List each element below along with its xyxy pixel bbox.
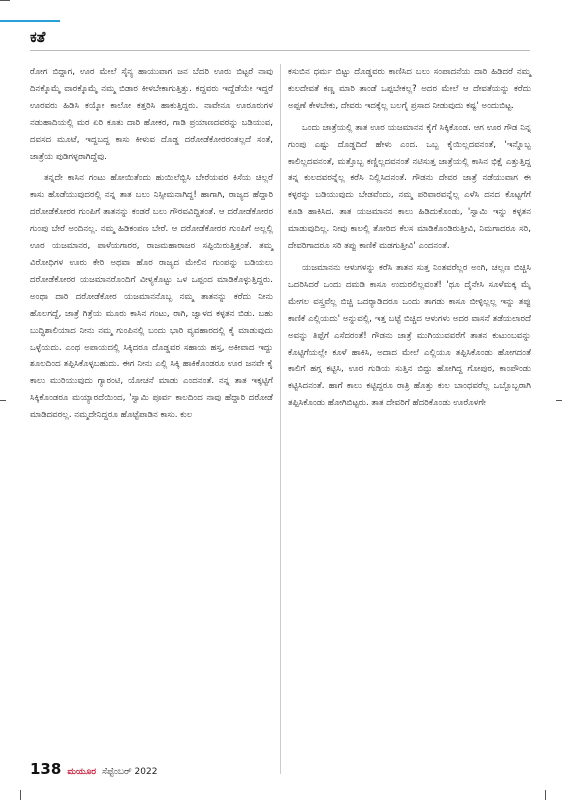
body-paragraph: ಯಜಮಾನನು ಆಳುಗಳನ್ನು ಕರೆಸಿ ತಾತನ ಸುತ್ತ ನಿಂತವರೆಲ್ಲರ ಅಂಗಿ, ಚಲ್ಲಣ ಬಿಚ್ಚಿಸಿ ಒದರಿಸಿದರೆ ಒಂದು ದಮಡಿ ಕಾಸೂ ಉದುರಲಿಲ್ಲವಂತೆ! 'ಥೂ ದೈನೇಸಿ ಸೂಳೆಮಕ್ಕ ಮೈ ಮೇಗಲ ವಸ್ತ್ರವೆಲ್ಲ ಬಿಚ್ಚಿ ಒದರ್‍ಯಾಡಿದರೂ ಒಂದು ತಾಗಡು ಕಾಸೂ ಬೀಳ್ಳಿಲ್ಲಲ್ಲ ಇನ್ನು ತಪ್ಪು ಕಾಣಿಕೆ ಎಲ್ಲಿಯದು' ಅನ್ನುವಲ್ಲಿ, ಇತ್ತ ಬಟ್ಟೆ ಬಿಚ್ಚಿದ ಆಳುಗಳು ಅದರ ವಾಸನೆ ತಡೆಯಲಾರದೆ ಅವನ್ನು ತಿಪ್ಪೆಗೆ ಎಸೆದರಂತೆ! ಗೌಡನು ಜಾತ್ರೆ ಮುಗಿಯುವವರೆಗೆ ತಾತನ ಕುಟುಂಬವನ್ನು ಕೊಟ್ಟಿಗೆಯಲ್ಲೇ ಕೂಳೆ ಹಾಕಿಸಿ, ಅದಾದ ಮೇಲೆ ಎಲ್ಲಿಯೂ ತಪ್ಪಿಸಿಕೊಂಡು ಹೋಗದಂತೆ ಕಾಲಿಗೆ ಹಗ್ಗ ಕಟ್ಟಿಸಿ, ಊರ ಗುಡಿಯ ಸುತ್ತಿನ ಬಿದ್ದು ಹೋಗಿದ್ದ ಗೋಪುರ, ಕಾಂಪೌಂಡು ಕಟ್ಟಿಸಿದನಂತೆ. ಹಾಗೆ ಕಾಲು ಕಟ್ಟಿದ್ದರೂ ರಾತ್ರಿ ಹೊತ್ತು ಕುಲ ಬಾಂಧವರೆಲ್ಲ ಒಬ್ಬೊಬ್ಬರಾಗಿ ತಪ್ಪಿಸಿಕೊಂಡು ಹೋಗಿಬಿಟ್ಟರು. ತಾತ ದೇವರಿಗೆ ಹೆದರಿಕೊಂಡು ಊರೊಳಗೇ (288, 262, 531, 409)
body-paragraph: ಕಸುಬಿನ ಧರ್ಮ ಬಿಟ್ಟು ದೊಡ್ಡವರು ಕಾಣಿಸಿದ ಬಲು ಸಂಪಾದನೆಯ ದಾರಿ ಹಿಡಿದರೆ ನಮ್ಮ ಕುಲದೇವತೆ ಕಣ್ಣ ಮಾರಿ ತಾಂಡೆ ಒಪ್ಪಬೇಕಲ್ಲ? ಅದರ ಮೇಲೆ ಆ ದೇವತೆಯನ್ನು ಕರೆದು ಅಪ್ಪಣೆ ಕೇಳಬೇಕು, ದೇವರು ಇದಕ್ಕೆಲ್ಲ ಬಲಗೈ ಪ್ರಸಾದ ನೀಡುವುದು ಕಷ್ಟ' ಅಂದುಬಿಟ್ಟ. (288, 67, 531, 111)
crop-mark (0, 400, 6, 401)
page-footer (30, 760, 157, 782)
body-paragraph: ಒಂದು ಜಾತ್ರೆಯಲ್ಲಿ ತಾತ ಊರ ಯಜಮಾನನ ಕೈಗೆ ಸಿಕ್ಕಿಕೊಂಡ. ಆಗ ಊರ ಗೌಡ ನಿನ್ನ ಗುಂಪು ಎಷ್ಟು ದೊಡ್ಡದಿದೆ ಹೇಳು ಎಂದ. ಒಬ್ಬ ಕೈಯಿಲ್ಲದವನಂತೆ, 'ಇನ್ನೊಬ್ಬ ಕಾಲಿಲ್ಲದವನಂತೆ, ಮತ್ತೊಬ್ಬ ಕಣ್ಣಿಲ್ಲದವನಂತೆ ನಟಿಸುತ್ತ ಜಾತ್ರೆಯಲ್ಲಿ ಕಾಸಿನ ಭಿಕ್ಷೆ ಎತ್ತುತ್ತಿದ್ದ ತನ್ನ ಕುಲದವರನ್ನೆಲ್ಲ ಕರೆಸಿ ನಿಲ್ಲಿಸಿದನಂತೆ. ಗೌಡನು ದೇವರ ಜಾತ್ರೆ ನಡೆಯುವಾಗ ಈ ಕಳ್ಳರನ್ನು ಬಡಿಯುವುದು ಬೇಡವೆಂದು, ನಮ್ಮ ಪರಿವಾರವನ್ನೆಲ್ಲ ಎಳೆಸಿ ದನದ ಕೊಟ್ಟಗೆಗೆ ಕೂಡಿ ಹಾಕಿಸಿದ. ತಾತ ಯಜಮಾನನ ಕಾಲು ಹಿಡಿದುಕೊಂಡು, 'ಸ್ವಾಮಿ ಇನ್ನು ಕಳ್ಳತನ ಮಾಡುವುದಿಲ್ಲ. ನೀವು ಕಾಲಲ್ಲಿ ತೋರಿದ ಕೆಲಸ ಮಾಡಿಕೊಂಡಿರುತ್ತೀವಿ, ನಿಮಗಾದರೂ ಸರಿ, ದೇವರಿಗಾದರೂ ಸರಿ ತಪ್ಪು ಕಾಣಿಕೆ ಮಡಗುತ್ತೀವಿ' ಎಂದನಂತೆ. (288, 122, 531, 252)
issue-date: ಸೆಪ್ಟೆಂಬರ್ 2022 (102, 767, 158, 777)
body-paragraph: ತನ್ನದೇ ಕಾಸಿನ ಗಂಟು ಹೋಯಿತೆಂದು ಹುಯಿಲೆಬ್ಬಿಸಿ ಬೇರೆಯವರ ಕಿಸೆಯ ಚಿಲ್ಲರೆ ಕಾಸು ಹೊಡೆಯುವುದರಲ್ಲಿ ನನ್ನ ತಾತ ಬಲು ನಿಸ್ಸೀಮನಾಗಿದ್ದ! ಹಾಗಾಗಿ, ರಾಜ್ಯದ ಹೆದ್ದಾರಿ ದರೋಡೆಕೋರರ ಗುಂಪಿಗೆ ತಾತನನ್ನು ಕಂಡರೆ ಬಲು ಗೌರವವಿದ್ದಿತಂತೆ. ಆ ದರೋಡೆಕೋರರ ಗುಂಪು ಬೇರೆ ಅಂದಿನಲ್ಲ. ನಮ್ಮ ಹಿಡಿಕಂಪಣ ಬೇರೆ. ಆ ದರೋಡೆಕೋರರ ಗುಂಪಿಗೆ ಅಲ್ಲಲ್ಲಿ ಊರ ಯಜಮಾನರ, ಪಾಳೆಯಗಾರರ, ರಾಜಮಹಾರಾಜರ ಸಪ್ಪಿಯಿರುತ್ತಿತ್ತಂತೆ. ತಮ್ಮ ವಿರೋಧಿಗಳ ಊರು ಕೇರಿ ಅಥವಾ ಹೊರ ರಾಜ್ಯದ ಮೇಲಿನ ಗುಂಪನ್ನು ಬಡಿಯಲು ದರೋಡೆಕೋರರ ಯಜಮಾನರೊಂದಿಗೆ ವೀಳ್ಯಕೊಟ್ಟು ಒಳ ಒಪ್ಪಂದ ಮಾಡಿಕೊಳ್ಳುತ್ತಿದ್ದರು. ಅಂಥಾ ದಾರಿ ದರೋಡೆಕೋರ ಯಜಮಾನನೊಬ್ಬ ನಮ್ಮ ತಾತನನ್ನು ಕರೆದು ನೀನು ಹೊಲಗದ್ದೆ, ಜಾತ್ರೆ ಗಿತ್ರೆಯ ಮೂರು ಕಾಸಿನ ಗಂಟು, ರಾಗಿ, ಜ್ವಾಳದ ಕಳ್ಳತನ ಬಿಡು. ಬಹು ಬುದ್ಧಿಶಾಲಿಯಾದ ನೀನು ನಮ್ಮ ಗುಂಪಿನಲ್ಲಿ ಬಂದು ಭಾರಿ ವ್ಯವಹಾರದಲ್ಲಿ ಕೈ ಮಾಡುವುದು ಒಳ್ಳೆಯದು. ಎಂಥ ಅಪಾಯದಲ್ಲಿ ಸಿಕ್ಕಿದರೂ ದೊಡ್ಡವರ ಸಹಾಯ ಹಸ್ತ, ಅಕೀವಾದ ಇದ್ದು ಶೂಲದಿಂದ ತಪ್ಪಿಸಿಕೊಳ್ಳಬಹುದು. ಈಗ ನೀನು ಎಲ್ಲಿ ಸಿಕ್ಕಿ ಹಾಕಿಕೊಂಡರೂ ಊರ ಜನವೇ ಕೈ ಕಾಲು ಮುರಿಯುವುದು ಗ್ಯಾರಂಟಿ, ಯೋಚನೆ ಮಾಡು ಎಂದನಂತೆ. ನನ್ನ ತಾತ ಇಕ್ಕಟ್ಟಿಗೆ ಸಿಕ್ಕಿಕೊಂಡರೂ ಮಯ್ಯಾರದೆಯಿಂದ, 'ಸ್ವಾಮಿ ಪೂರ್ವ ಕಾಲದಿಂದ ನಾವು ಹೆದ್ದಾರಿ ದರೋಡೆ ಮಾಡಿದವರಲ್ಲ. ನಮ್ಮದೇನಿದ್ದರೂ ಹೊಟ್ಟೆಪಾಡಿನ ಕಾಸು. ಕುಲ (30, 173, 273, 421)
crop-mark (556, 400, 562, 401)
column-divider (280, 64, 281, 774)
section-title: ಕತೆ (30, 28, 46, 46)
crop-mark (545, 790, 546, 800)
title-divider (30, 50, 530, 51)
right-column (288, 64, 531, 417)
magazine-name: ಮಯೂರ (67, 767, 97, 777)
page-number: 138 (30, 760, 62, 778)
header-accent-rule (0, 20, 60, 22)
crop-mark (20, 790, 21, 800)
crop-mark (0, 0, 10, 1)
body-paragraph: ರೋಗ ಬಿದ್ದಾಗ, ಊರ ಮೇಲೆ ಸೈನ್ಯ ಹಾಯುವಾಗ ಜನ ಬೆದರಿ ಊರು ಬಿಟ್ಟರೆ ನಾವು ದಿನಕ್ಕೊಮ್ಮೆ ವಾರಕ್ಕೊಮ್ಮೆ ನಮ್ಮ ಬಿಡಾರ ಕೀಳಬೇಕಾಗುತ್ತಿತ್ತು. ಕದ್ದವರು ಇದ್ದೆಡೆಯೇ ಇದ್ದರೆ ಊರವರು ಹಿಡಿಸಿ ಕಯ್ಕೋ ಕಾಲೋ ಕತ್ತರಿಸಿ ಹಾಕುತ್ತಿದ್ದರು. ನಾವೇನೂ ಊರೂರುಗಳ ನಡುಹಾದಿಯಲ್ಲಿ ಮರ ಏರಿ ಕೂತು ದಾರಿ ಹೋಕರ, ಗಾಡಿ ಪ್ರಯಾಣದವರನ್ನು ಬಡಿಯುವ, ದವಸದ ಮೂಟೆ, ಇದ್ದಬದ್ದ ಕಾಸು ಕೀಳುವ ದೊಡ್ಡ ದರೋಡೆಕೋರರಂತಲ್ಲದೆ ಸಂತೆ, ಜಾತ್ರೆಯ ಪುಡಿಗಳ್ಳರಾಗಿದ್ದೆವು. (30, 67, 273, 162)
left-column (30, 64, 273, 429)
